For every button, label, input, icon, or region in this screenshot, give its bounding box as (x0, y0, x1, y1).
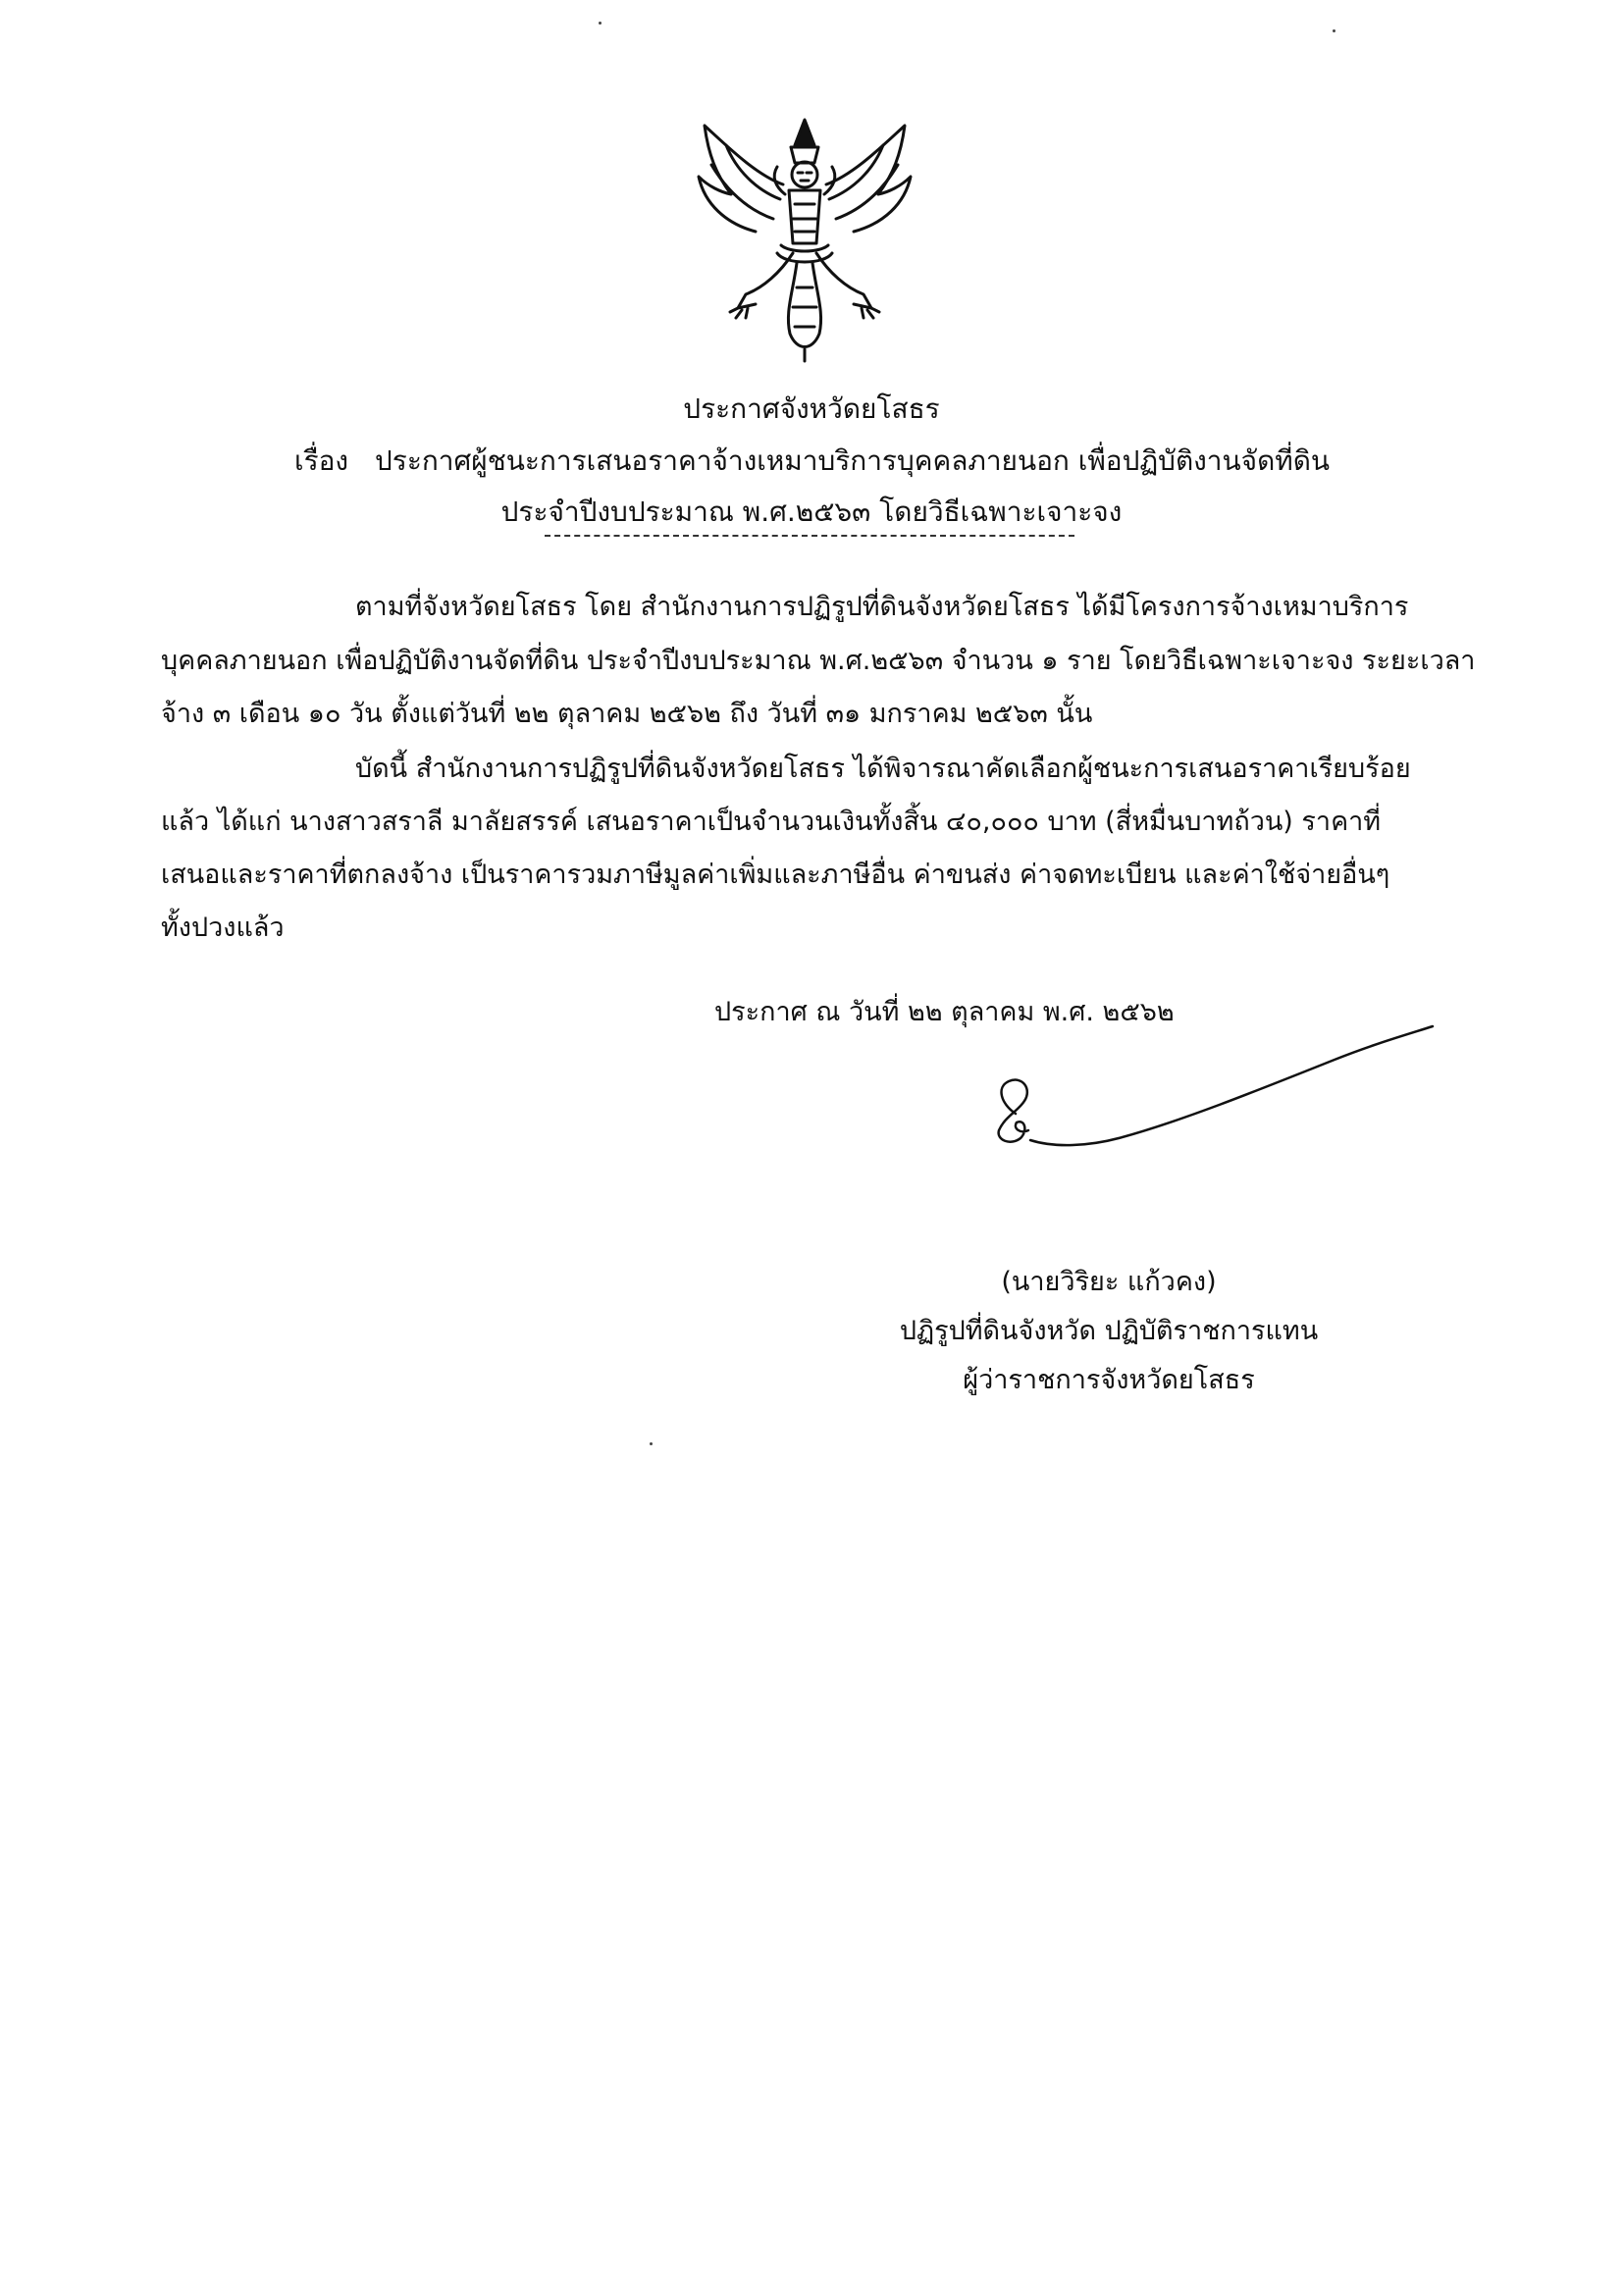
paragraph-1-line-2: บุคคลภายนอก เพื่อปฏิบัติงานจัดที่ดิน ประจำปีงบประมาณ พ.ศ.๒๕๖๓ จำนวน ๑ ราย โดยวิธีเฉพาะเจาะจง ระยะเวลา (161, 646, 1476, 676)
subject-text: ประกาศผู้ชนะการเสนอราคาจ้างเหมาบริการบุคคลภายนอก เพื่อปฏิบัติงานจัดที่ดิน (375, 444, 1331, 477)
handwritten-signature (942, 1020, 1442, 1197)
announcement-date: ประกาศ ณ วันที่ ๒๒ ตุลาคม พ.ศ. ๒๕๖๒ (714, 997, 1175, 1027)
signatory-name: (นายวิริยะ แก้วคง) (1001, 1267, 1217, 1297)
subject-label: เรื่อง (294, 444, 349, 477)
garuda-emblem-icon (687, 116, 922, 366)
document-title: ประกาศจังหวัดยโสธร (683, 392, 940, 425)
paragraph-1-line-1: ตามที่จังหวัดยโสธร โดย สำนักงานการปฏิรูปที่ดินจังหวัดยโสธร ได้มีโครงการจ้างเหมาบริการ (355, 592, 1409, 622)
paragraph-2-line-4: ทั้งปวงแล้ว (161, 913, 285, 943)
signatory-position-continued: ผู้ว่าราชการจังหวัดยโสธร (963, 1365, 1255, 1395)
paragraph-1-line-3: จ้าง ๓ เดือน ๑๐ วัน ตั้งแต่วันที่ ๒๒ ตุลาคม ๒๕๖๒ ถึง วันที่ ๓๑ มกราคม ๒๕๖๓ นั้น (161, 699, 1093, 729)
scan-speck (599, 22, 602, 25)
paragraph-2-line-1: บัดนี้ สำนักงานการปฏิรูปที่ดินจังหวัดยโสธร ได้พิจารณาคัดเลือกผู้ชนะการเสนอราคาเรียบร้อย (355, 754, 1411, 784)
signatory-position: ปฏิรูปที่ดินจังหวัด ปฏิบัติราชการแทน (899, 1316, 1319, 1346)
separator-line (545, 535, 1074, 537)
scan-speck (650, 1442, 653, 1445)
subject-line (294, 440, 1330, 483)
subject-text-continued: ประจำปีงบประมาณ พ.ศ.๒๕๖๓ โดยวิธีเฉพาะเจาะจง (500, 496, 1123, 528)
paragraph-2-line-2: แล้ว ได้แก่ นางสาวสราลี มาลัยสรรค์ เสนอราคาเป็นจำนวนเงินทั้งสิ้น ๔๐,๐๐๐ บาท (สี่หมื่นบาทถ้วน) ราคาที่ (161, 807, 1382, 837)
scan-speck (1333, 29, 1335, 32)
paragraph-2-line-3: เสนอและราคาที่ตกลงจ้าง เป็นราคารวมภาษีมูลค่าเพิ่มและภาษีอื่น ค่าขนส่ง ค่าจดทะเบียน และค่าใช้จ่ายอื่นๆ (161, 860, 1390, 890)
